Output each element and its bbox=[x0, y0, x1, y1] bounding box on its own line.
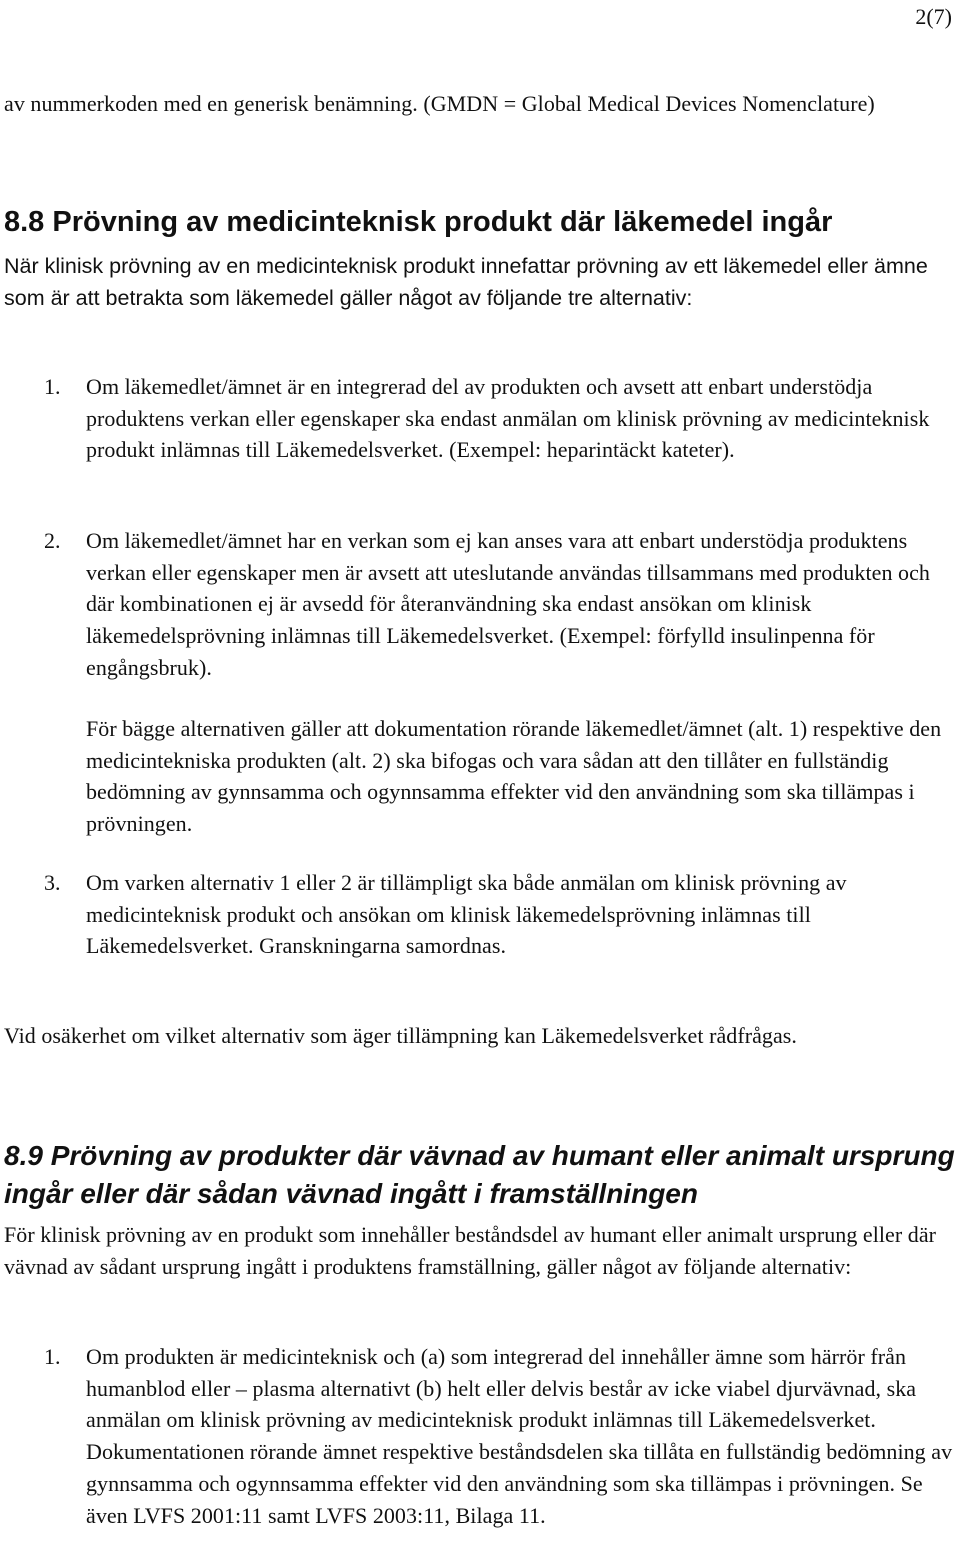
section-8-8-intro: När klinisk prövning av en medicinteknisk produkt innefattar prövning av ett läkemedel eller ämne som är att betrakta som läkemedel gäller något av följande tre alternativ: bbox=[4, 254, 928, 310]
intro-continuation: av nummerkoden med en generisk benämning. (GMDN = Global Medical Devices Nomenclature) bbox=[4, 91, 875, 116]
page-number: 2(7) bbox=[915, 4, 952, 29]
list-item-text: Om produkten är medicinteknisk och (a) som integrerad del innehåller ämne som härrör från humanblod eller – plasma alternativt (b) helt eller delvis består av icke viabel djurvävnad, ska anmälan om klinisk prövning av medicinteknisk produkt inlämnas till Läkemedelsverket. Dokumentationen rörande ämnet respektive beståndsdelen ska tillåta en fullständig bedömning av gynnsamma och ogynnsamma effekter vid den användning som ska tillämpas i prövningen. Se även LVFS 2001:11 samt LVFS 2003:11, Bilaga 11. bbox=[86, 1344, 953, 1528]
section-8-9-heading: 8.9 Prövning av produkter där vävnad av humant eller animalt ursprung ingår eller där sådan vävnad ingått i framställningen bbox=[4, 1140, 955, 1209]
list-item-text: Om läkemedlet/ämnet har en verkan som ej kan anses vara att enbart understödja produktens verkan eller egenskaper men är avsett att uteslutande användas tillsammans med produkten och där kombinationen ej är avsedd för återanvändning ska endast ansökan om klinisk läkemedelsprövning inlämnas till Läkemedelsverket. (Exempel: förfylld insulinpenna för engångsbruk). bbox=[86, 528, 930, 680]
list-item-number: 1. bbox=[44, 1344, 61, 1369]
list-item-text: Om varken alternativ 1 eller 2 är tillämpligt ska både anmälan om klinisk prövning av medicinteknisk produkt och ansökan om klinisk läkemedelsprövning inlämnas till Läkemedelsverket. Granskningarna samordnas. bbox=[86, 870, 847, 959]
section-8-8-note: För bägge alternativen gäller att dokumentation rörande läkemedlet/ämnet (alt. 1) respektive den medicintekniska produkten (alt. 2) ska bifogas och vara sådan att den tillåter en fullständig bedömning av gynnsamma och ogynnsamma effekter vid den användning som ska tillämpas i prövningen. bbox=[86, 716, 942, 837]
list-item-text: Om läkemedlet/ämnet är en integrerad del av produkten och avsett att enbart understödja produktens verkan eller egenskaper ska endast anmälan om klinisk prövning av medicinteknisk produkt inlämnas till Läkemedelsverket. (Exempel: heparintäckt kateter). bbox=[86, 374, 930, 463]
list-item-number: 3. bbox=[44, 870, 61, 895]
list-item-number: 1. bbox=[44, 374, 61, 399]
list-item-number: 2. bbox=[44, 528, 61, 553]
section-8-8-heading: 8.8 Prövning av medicinteknisk produkt där läkemedel ingår bbox=[4, 206, 833, 238]
section-8-8-closing: Vid osäkerhet om vilket alternativ som äger tillämpning kan Läkemedelsverket rådfrågas. bbox=[4, 1023, 797, 1048]
section-8-9-intro: För klinisk prövning av en produkt som innehåller beståndsdel av humant eller animalt ursprung eller där vävnad av sådant ursprung ingått i produktens framställning, gäller något av följande alternativ: bbox=[4, 1222, 937, 1279]
